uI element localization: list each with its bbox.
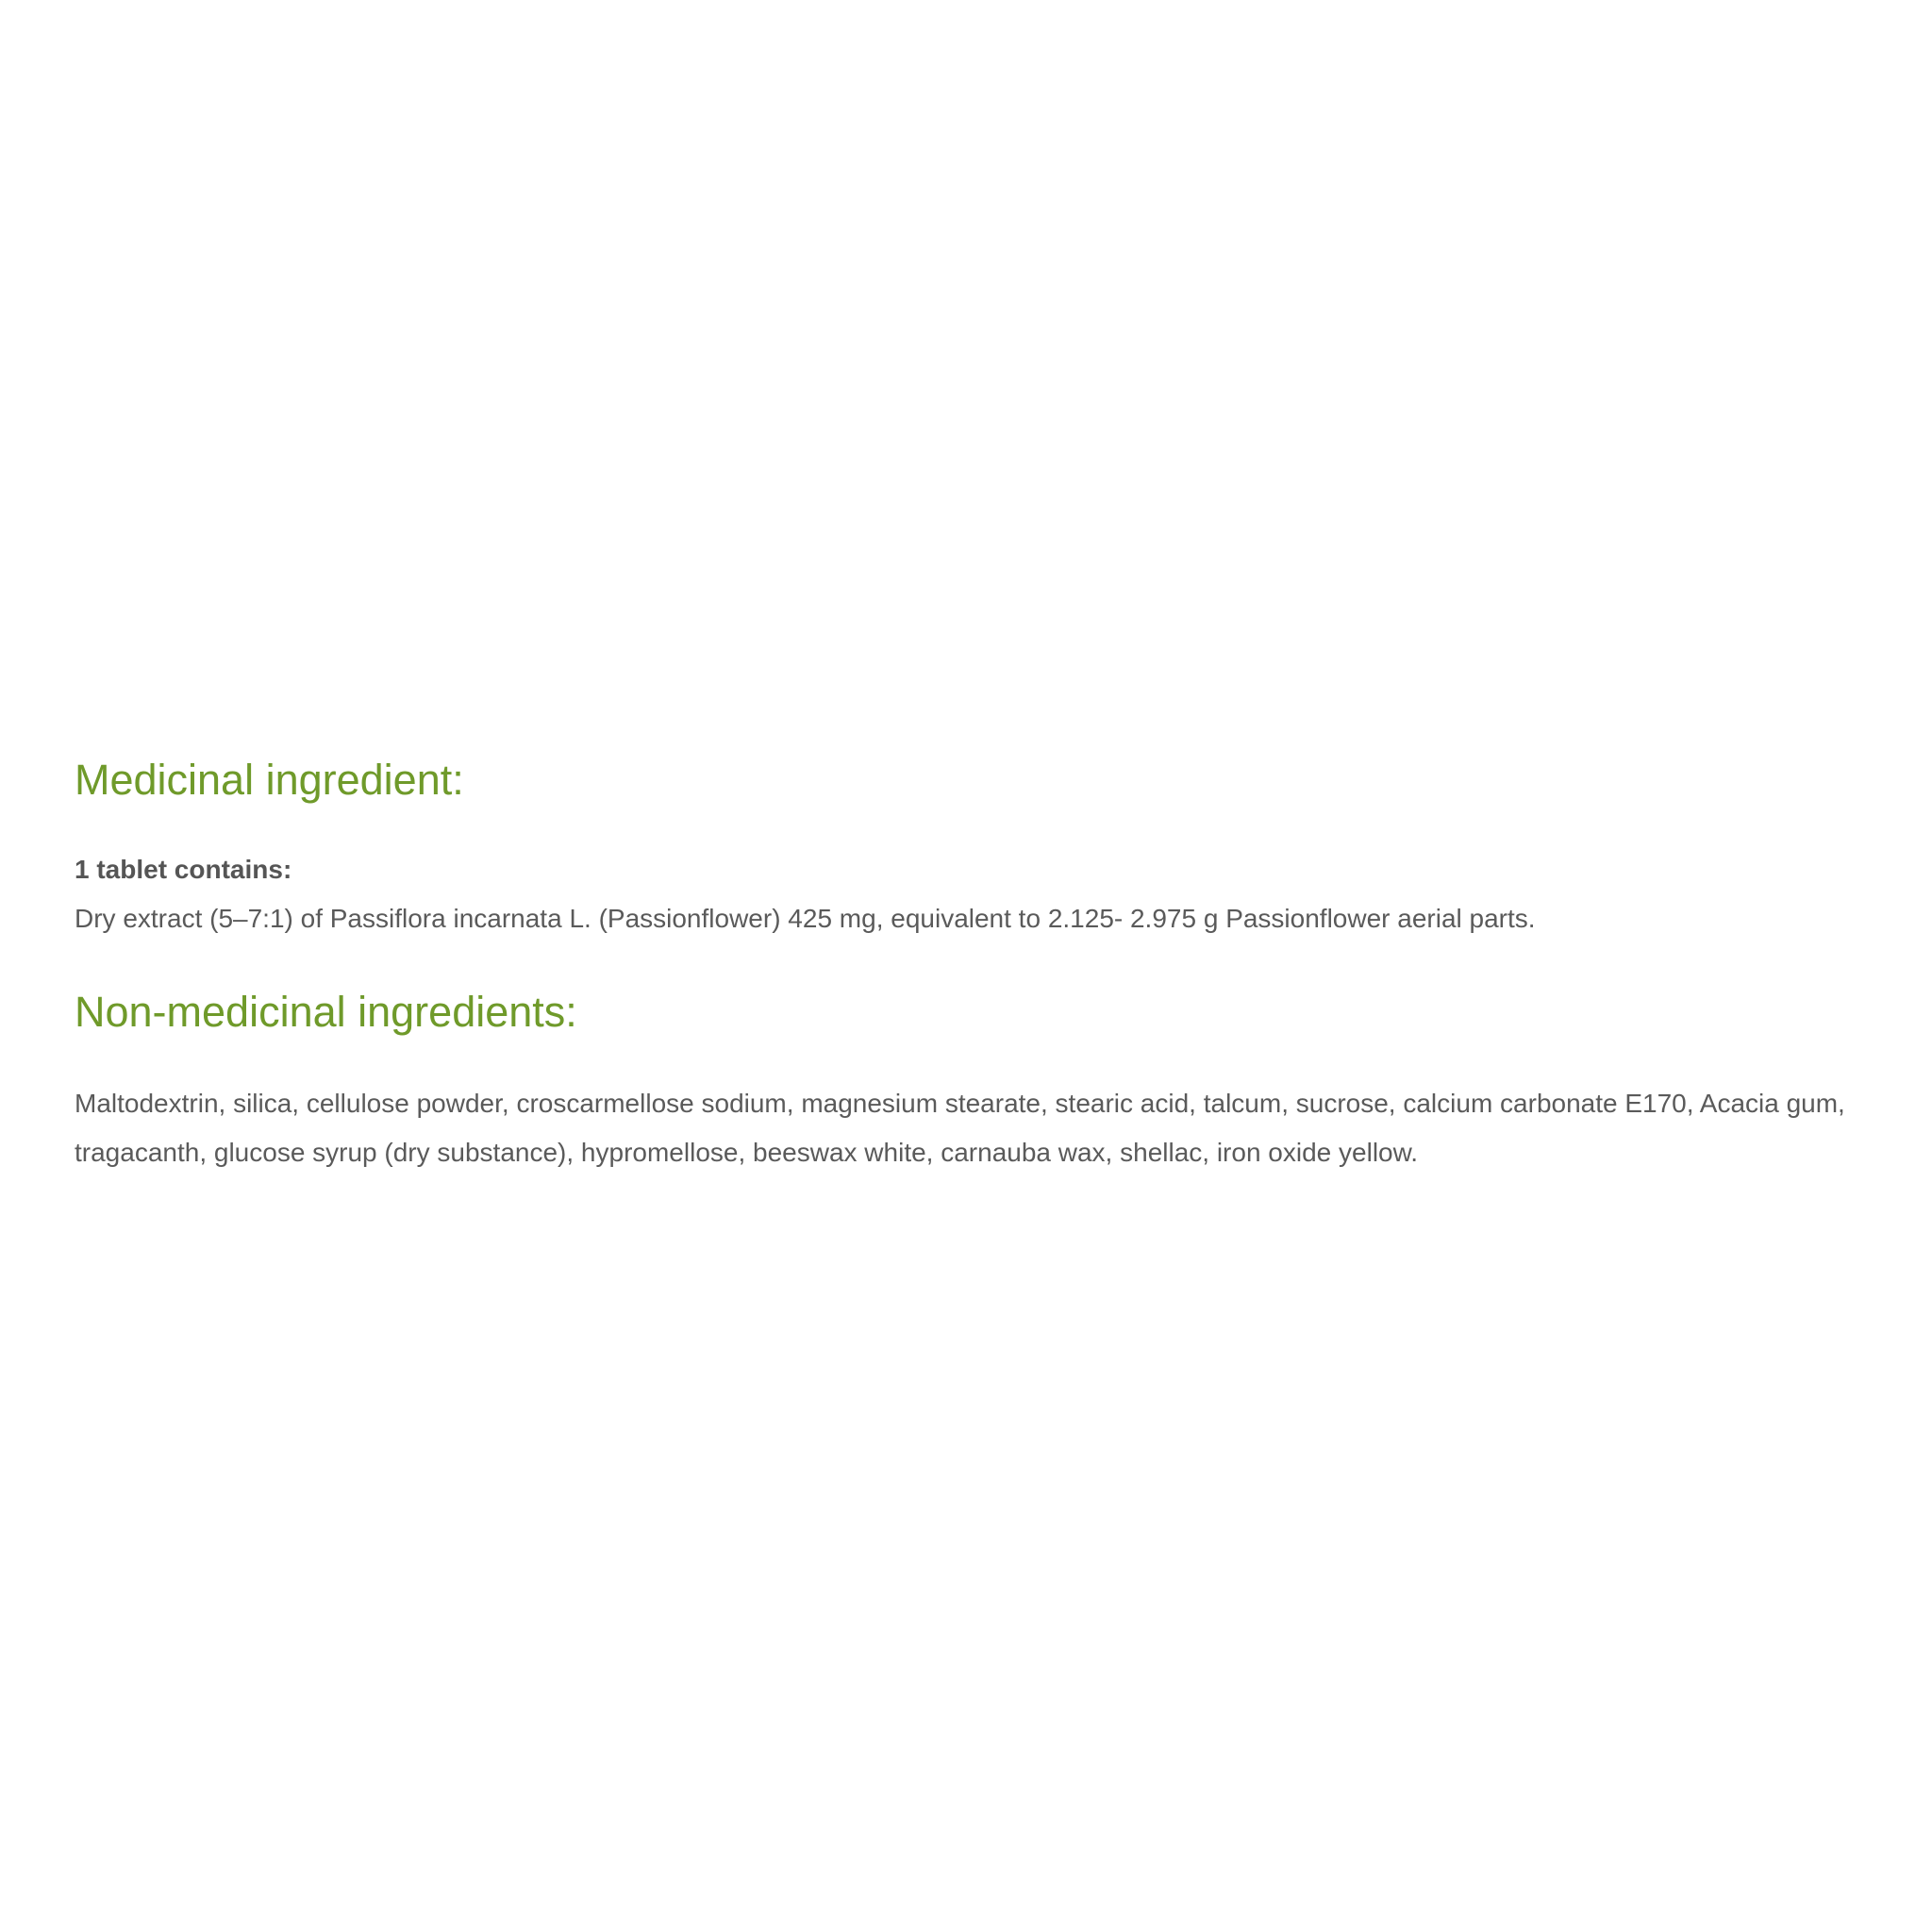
medicinal-ingredient-heading: Medicinal ingredient:: [75, 756, 464, 804]
non-medicinal-ingredients-heading: Non-medicinal ingredients:: [75, 988, 577, 1036]
non-medicinal-ingredients-text: Maltodextrin, silica, cellulose powder, croscarmellose sodium, magnesium stearate, stearic acid, talcum, sucrose, calcium carbonate E170, Acacia gum, tragacanth, glucose syrup (dry substance), hypromellose, beeswax white, carnauba wax, shellac, iron oxide yellow.: [75, 1089, 1845, 1167]
tablet-contains-label: 1 tablet contains:: [75, 855, 292, 884]
medicinal-ingredient-text: Dry extract (5–7:1) of Passiflora incarnata L. (Passionflower) 425 mg, equivalent to 2.125- 2.975 g Passionflower aerial parts.: [75, 904, 1536, 933]
ingredients-section: [75, 755, 1876, 1177]
